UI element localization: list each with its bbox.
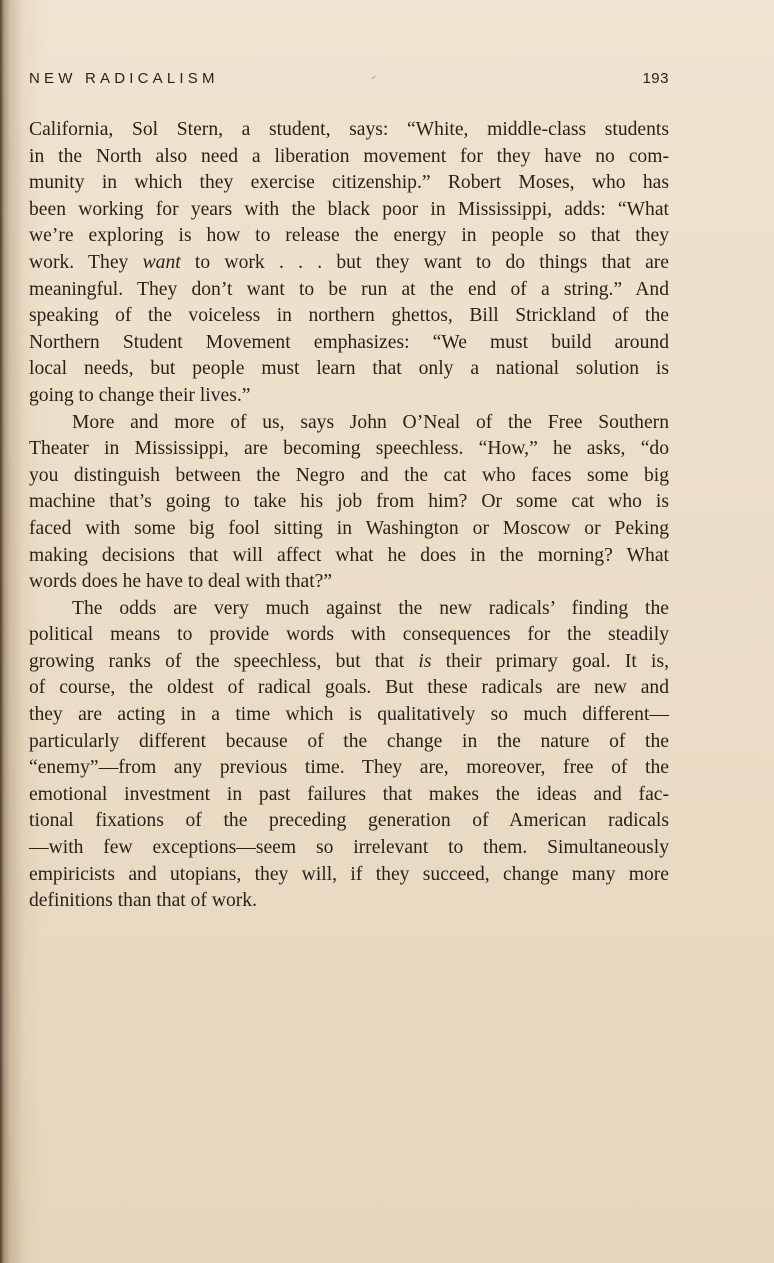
text-line: definitions than that of work.	[29, 890, 258, 912]
text-line: growing ranks of the speechless, but that is their primary goal. It is,	[29, 650, 669, 672]
page-number: 193	[642, 70, 669, 87]
text-line: in the North also need a liberation movement for they have no com-	[29, 145, 669, 167]
text-line: machine that’s going to take his job from him? Or some cat who is	[29, 491, 669, 513]
text-line: Theater in Mississippi, are becoming speechless. “How,” he asks, “do	[29, 438, 669, 460]
paragraph	[29, 410, 669, 596]
text-line: local needs, but people must learn that only a national solution is	[29, 358, 669, 380]
text-line: particularly different because of the change in the nature of the	[29, 730, 669, 752]
text-line: work. They want to work . . . but they want to do things that are	[29, 251, 670, 273]
text-line: they are acting in a time which is qualitatively so much different—	[29, 704, 669, 726]
text-line: emotional investment in past failures that makes the ideas and fac-	[29, 783, 669, 805]
text-line: we’re exploring is how to release the energy in people so that they	[29, 225, 669, 247]
text-line: empiricists and utopians, they will, if they succeed, change many more	[29, 863, 669, 885]
page-gutter-shadow	[0, 0, 4, 1263]
text-line: making decisions that will affect what he does in the morning? What	[29, 544, 669, 566]
text-line: “enemy”—from any previous time. They are, moreover, free of the	[29, 757, 669, 779]
text-line: you distinguish between the Negro and the cat who faces some big	[29, 464, 669, 486]
italic-emphasis: is	[418, 650, 432, 672]
text-line: More and more of us, says John O’Neal of the Free Southern	[72, 411, 669, 433]
text-line: California, Sol Stern, a student, says: “White, middle-class students	[29, 119, 669, 140]
text-line: of course, the oldest of radical goals. But these radicals are new and	[29, 677, 669, 699]
text-line: words does he have to deal with that?”	[29, 571, 333, 593]
text-line: going to change their lives.”	[29, 384, 251, 406]
text-line: —with few exceptions—seem so irrelevant to them. Simultaneously	[29, 837, 669, 859]
text-line: The odds are very much against the new radicals’ finding the	[72, 597, 669, 619]
text-line: tional fixations of the preceding generation of American radicals	[29, 810, 669, 832]
text-line: Northern Student Movement emphasizes: “We must build around	[29, 331, 669, 353]
text-line: political means to provide words with consequences for the steadily	[29, 624, 669, 646]
text-line: munity in which they exercise citizenship.” Robert Moses, who has	[29, 172, 669, 194]
italic-emphasis: want	[142, 251, 181, 273]
paragraph	[29, 596, 669, 915]
text-line: been working for years with the black poor in Mississippi, adds: “What	[29, 198, 669, 220]
paragraph	[29, 117, 669, 410]
running-head	[29, 68, 669, 92]
text-line: speaking of the voiceless in northern ghettos, Bill Strickland of the	[29, 305, 669, 327]
running-title: NEW RADICALISM	[29, 70, 219, 87]
text-line: faced with some big fool sitting in Washington or Moscow or Peking	[29, 517, 669, 539]
text-line: meaningful. They don’t want to be run at the end of a string.” And	[29, 278, 669, 300]
body-text	[29, 117, 669, 915]
